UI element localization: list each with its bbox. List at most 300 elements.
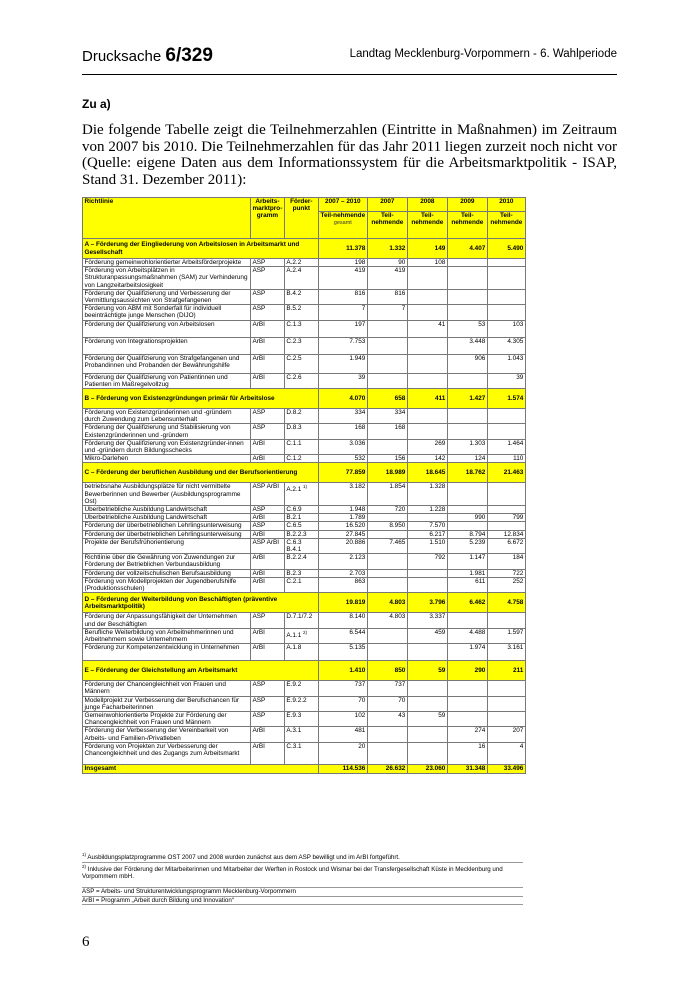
footnote-2-text: Inklusive der Förderung der Mitarbeiterinnen und Mitarbeiter der Werften in Rostock und Wismar bei der Transfergesellschaft Küste in Mecklenburg und Vorpommern mbH.: [82, 865, 503, 881]
programm-cell: ArBI: [251, 514, 285, 522]
value-2007: 1.332: [367, 239, 407, 259]
foerderpunkt-cell: [284, 628, 318, 643]
value-2008: 59: [407, 661, 447, 681]
table-row: [83, 305, 526, 320]
richtlinie-cell: Förderung der Qualifizierung von Existenzgründer-innen und -gründern durch Bildungsschecks: [83, 439, 251, 454]
value-2009: [447, 305, 487, 320]
value-2010: 1.574: [487, 389, 525, 409]
value-2010: 4.758: [487, 593, 525, 613]
value-2009: 8.794: [447, 530, 487, 538]
value-2009: [447, 696, 487, 711]
foerderpunkt-value: E.9.3: [286, 711, 302, 719]
value-2007-2010: 6.544: [318, 628, 367, 643]
value-2007: 43: [367, 711, 407, 726]
value-2007: 7: [367, 305, 407, 320]
table-row: [83, 267, 526, 290]
table-row: [83, 628, 526, 643]
richtlinie-cell: Förderung der Qualifizierung von Arbeitslosen: [83, 320, 251, 337]
value-2008: 7.570: [407, 522, 447, 530]
col-header-2007-2010: 2007 – 2010: [318, 198, 367, 212]
col-header-2010: 2010: [487, 198, 525, 212]
value-2007: [367, 742, 407, 764]
value-2010: [487, 305, 525, 320]
richtlinie-cell: Förderung von ABM mit Sonderfall für individuell beeinträchtigte junge Menschen (DIJO): [83, 305, 251, 320]
foerderpunkt-cell: [284, 409, 318, 424]
table-row: [83, 373, 526, 388]
value-2010: [487, 409, 525, 424]
richtlinie-cell: betriebsnahe Ausbildungsplätze für nicht vermittelte Bewerberinnen und Bewerber (Ausbildungsprogramme Ost): [83, 483, 251, 506]
foerderpunkt-cell: [284, 483, 318, 506]
foerderpunkt-value: B.2.2.3: [286, 530, 307, 538]
value-2007: 4.803: [367, 613, 407, 628]
value-2007-2010: 27.845: [318, 530, 367, 538]
value-2008: 41: [407, 320, 447, 337]
programm-cell: ArBI: [251, 569, 285, 577]
foerderpunkt-value: B.5.2: [286, 305, 302, 313]
foerderpunkt-cell: [284, 506, 318, 514]
programm-cell: ArBI: [251, 337, 285, 354]
value-2009: [447, 289, 487, 304]
programm-cell: ArBI: [251, 455, 285, 463]
value-2009: [447, 409, 487, 424]
programm-cell: ASP: [251, 696, 285, 711]
value-2007-2010: 2.703: [318, 569, 367, 577]
value-2008: [407, 681, 447, 696]
footnote-ref: 2): [303, 629, 308, 635]
table-header-row: [83, 198, 526, 212]
category-label: D – Förderung der Weiterbildung von Beschäftigten (präventive Arbeitsmarktpolitik): [83, 593, 319, 613]
foerderpunkt-value: C.2.5: [286, 354, 302, 362]
programm-cell: ArBI: [251, 373, 285, 388]
value-2007-2010: 532: [318, 455, 367, 463]
value-2007: 737: [367, 681, 407, 696]
programm-cell: ASP: [251, 409, 285, 424]
value-2009: 1.147: [447, 554, 487, 569]
foerderpunkt-cell: [284, 424, 318, 439]
value-2007-2010: 4.070: [318, 389, 367, 409]
value-2010: 184: [487, 554, 525, 569]
table-row: [83, 483, 526, 506]
value-2010: 3.161: [487, 644, 525, 661]
foerderpunkt-value: C.1.3: [286, 320, 302, 328]
legend-asp: ASP = Arbeits- und Strukturentwicklungsprogramm Mecklenburg-Vorpommern: [82, 888, 523, 897]
table-row: [83, 530, 526, 538]
value-2007-2010: 102: [318, 711, 367, 726]
value-2007: 90: [367, 259, 407, 267]
table-row: [83, 455, 526, 463]
subheader-teilnehmende: Teil-nehmende: [407, 211, 447, 238]
foerderpunkt-value: C.2.6: [286, 373, 302, 381]
value-2009: 611: [447, 577, 487, 592]
richtlinie-cell: Förderung von Modellprojekten der Jugendberufshilfe (Produktionsschulen): [83, 577, 251, 592]
legend-arbi: ArBI = Programm „Arbeit durch Bildung und Innovation“: [82, 897, 523, 906]
value-2008: 3.796: [407, 593, 447, 613]
value-2010: [487, 424, 525, 439]
value-2007-2010: 39: [318, 373, 367, 388]
value-2007-2010: 7: [318, 305, 367, 320]
value-2007-2010: 816: [318, 289, 367, 304]
value-2007: [367, 320, 407, 337]
value-2007: [367, 628, 407, 643]
value-2008: [407, 354, 447, 373]
programm-cell: ArBI: [251, 727, 285, 742]
foerderpunkt-cell: [284, 742, 318, 764]
value-2007: [367, 577, 407, 592]
programm-cell: ASP: [251, 711, 285, 726]
table-body: [83, 239, 526, 774]
value-2008: 142: [407, 455, 447, 463]
table-row: [83, 514, 526, 522]
value-2007-2010: 7.753: [318, 337, 367, 354]
value-2007-2010: 863: [318, 577, 367, 592]
value-2010: 1.043: [487, 354, 525, 373]
programm-cell: ASP: [251, 506, 285, 514]
parliament-name: Landtag Mecklenburg-Vorpommern - 6. Wahlperiode: [349, 48, 617, 60]
table-row: [83, 259, 526, 267]
value-2007-2010: 20: [318, 742, 367, 764]
richtlinie-cell: Förderung der Qualifizierung von Patientinnen und Patienten im Maßregelvollzug: [83, 373, 251, 388]
programm-cell: ASP: [251, 681, 285, 696]
value-2007: 26.632: [367, 764, 407, 773]
foerderpunkt-value: A.1.8: [286, 644, 302, 652]
foerderpunkt-cell: [284, 727, 318, 742]
subheader-teilnehmende-gesamt: [318, 211, 367, 238]
col-header-2007: 2007: [367, 198, 407, 212]
richtlinie-cell: Projekte der Berufsfrühorientierung: [83, 538, 251, 553]
value-2007-2010: 168: [318, 424, 367, 439]
value-2007: 168: [367, 424, 407, 439]
value-2010: [487, 696, 525, 711]
document-number: [82, 45, 213, 67]
value-2008: [407, 514, 447, 522]
value-2007: [367, 439, 407, 454]
foerderpunkt-value: C.1.2: [286, 455, 302, 463]
value-2010: [487, 483, 525, 506]
footnotes: [82, 851, 523, 905]
richtlinie-cell: Modellprojekt zur Verbesserung der Berufschancen für junge Facharbeiterinnen: [83, 696, 251, 711]
category-label: C – Förderung der beruflichen Ausbildung und der Berufsorientierung: [83, 463, 319, 483]
foerderpunkt-value: A.2.1: [286, 486, 302, 494]
value-2010: 207: [487, 727, 525, 742]
page-header: [82, 40, 617, 75]
table-row: [83, 424, 526, 439]
table-row: [83, 696, 526, 711]
footnote-1: [82, 851, 523, 863]
foerderpunkt-cell: [284, 439, 318, 454]
value-2010: 722: [487, 569, 525, 577]
value-2009: 4.407: [447, 239, 487, 259]
value-2009: [447, 483, 487, 506]
value-2007: [367, 373, 407, 388]
richtlinie-cell: Förderung der Qualifizierung und Verbesserung der Vermittlungsaussichten von Strafgefangenen: [83, 289, 251, 304]
value-2010: 110: [487, 455, 525, 463]
foerderpunkt-cell: [284, 259, 318, 267]
value-2007: 720: [367, 506, 407, 514]
value-2009: [447, 424, 487, 439]
value-2008: 149: [407, 239, 447, 259]
foerderpunkt-value: D.8.3: [286, 424, 302, 432]
foerderpunkt-value: A.3.1: [286, 727, 302, 735]
category-row: [83, 239, 526, 259]
foerderpunkt-value: C.2.1: [286, 577, 302, 585]
foerderpunkt-value: C.6.5: [286, 522, 302, 530]
programm-cell: ASP: [251, 305, 285, 320]
value-2008: [407, 644, 447, 661]
foerderpunkt-value: C.2.3: [286, 337, 302, 345]
value-2007: [367, 530, 407, 538]
col-header-2009: 2009: [447, 198, 487, 212]
richtlinie-cell: Gemeinwohlorientierte Projekte zur Förderung der Chancengleichheit von Frauen und Männern: [83, 711, 251, 726]
value-2009: [447, 267, 487, 290]
value-2009: 16: [447, 742, 487, 764]
programm-cell: ArBI: [251, 628, 285, 643]
table-row: [83, 439, 526, 454]
subheader-teilnehmende: Teil-nehmende: [447, 211, 487, 238]
category-row: [83, 593, 526, 613]
foerderpunkt-cell: [284, 354, 318, 373]
table-row: [83, 554, 526, 569]
table-row: [83, 354, 526, 373]
programm-cell: ArBI: [251, 577, 285, 592]
value-2010: [487, 522, 525, 530]
value-2010: [487, 711, 525, 726]
value-2010: 252: [487, 577, 525, 592]
value-2008: 411: [407, 389, 447, 409]
value-2008: [407, 696, 447, 711]
value-2007: 816: [367, 289, 407, 304]
intro-paragraph: Die folgende Tabelle zeigt die Teilnehmerzahlen (Eintritte in Maßnahmen) im Zeitraum von 2007 bis 2010. Die Teilnehmerzahlen für das Jahr 2011 liegen zurzeit noch nicht vor (Quelle: eigene Daten aus dem Informationssystem für die Arbeitsmarktpolitik - ISAP, Stand 31. Dezember 2011):: [82, 122, 617, 188]
value-2010: [487, 259, 525, 267]
programm-cell: ASP: [251, 289, 285, 304]
value-2007-2010: 77.859: [318, 463, 367, 483]
richtlinie-cell: Förderung von Existenzgründerinnen und -gründern durch Zuwendung zum Lebensunterhalt: [83, 409, 251, 424]
richtlinie-cell: Überbetriebliche Ausbildung Landwirtschaft: [83, 514, 251, 522]
value-2007-2010: 3.182: [318, 483, 367, 506]
category-label: E – Förderung der Gleichstellung am Arbeitsmarkt: [83, 661, 319, 681]
value-2010: 211: [487, 661, 525, 681]
value-2007-2010: 1.948: [318, 506, 367, 514]
value-2010: 5.490: [487, 239, 525, 259]
value-2008: 1.328: [407, 483, 447, 506]
table-row: [83, 727, 526, 742]
value-2007: 658: [367, 389, 407, 409]
value-2007: [367, 569, 407, 577]
programm-cell: ArBI: [251, 554, 285, 569]
foerderpunkt-cell: [284, 267, 318, 290]
category-row: [83, 661, 526, 681]
value-2007: 18.989: [367, 463, 407, 483]
value-2008: [407, 289, 447, 304]
value-2007-2010: 114.536: [318, 764, 367, 773]
value-2010: 4.305: [487, 337, 525, 354]
richtlinie-cell: Förderung von Arbeitsplätzen in Strukturanpassungsmaßnahmen (SAM) zur Verhinderung von Langzeitarbeitslosigkeit: [83, 267, 251, 290]
value-2010: 39: [487, 373, 525, 388]
value-2010: 33.496: [487, 764, 525, 773]
value-2009: 5.239: [447, 538, 487, 553]
value-2008: 6.217: [407, 530, 447, 538]
foerderpunkt-cell: [284, 289, 318, 304]
value-2010: 1.597: [487, 628, 525, 643]
value-2008: 3.337: [407, 613, 447, 628]
value-2007: [367, 514, 407, 522]
foerderpunkt-value: B.4.2: [286, 289, 302, 297]
foerderpunkt-cell: [284, 538, 318, 553]
foerderpunkt-value: B.2.3: [286, 569, 302, 577]
value-2009: [447, 373, 487, 388]
subheader-gesamt: gesamt: [333, 219, 352, 226]
value-2007: [367, 337, 407, 354]
richtlinie-cell: Überbetriebliche Ausbildung Landwirtschaft: [83, 506, 251, 514]
value-2009: [447, 681, 487, 696]
foerderpunkt-value: D.8.2: [286, 409, 302, 417]
programm-cell: ASP ArBI: [251, 483, 285, 506]
richtlinie-cell: Förderung der Anpassungsfähigkeit der Unternehmen und der Beschäftigten: [83, 613, 251, 628]
programm-cell: ASP: [251, 522, 285, 530]
value-2007: 850: [367, 661, 407, 681]
programm-cell: ASP: [251, 613, 285, 628]
value-2009: 1.427: [447, 389, 487, 409]
value-2007-2010: 198: [318, 259, 367, 267]
table-row: [83, 506, 526, 514]
foerderpunkt-cell: [284, 514, 318, 522]
value-2008: 459: [407, 628, 447, 643]
category-label: A – Förderung der Eingliederung von Arbeitslosen in Arbeitsmarkt und Gesellschaft: [83, 239, 319, 259]
foerderpunkt-cell: [284, 305, 318, 320]
programm-cell: ArBI: [251, 530, 285, 538]
value-2010: 21.463: [487, 463, 525, 483]
value-2009: 1.303: [447, 439, 487, 454]
foerderpunkt-cell: [284, 337, 318, 354]
category-label: B – Förderung von Existenzgründungen primär für Arbeitslose: [83, 389, 319, 409]
value-2009: 4.488: [447, 628, 487, 643]
value-2009: [447, 613, 487, 628]
value-2007: [367, 644, 407, 661]
value-2007-2010: 1.789: [318, 514, 367, 522]
page-number: 6: [82, 934, 90, 950]
foerderpunkt-value: C.6.9: [286, 506, 302, 514]
table-row: [83, 644, 526, 661]
value-2008: [407, 569, 447, 577]
value-2009: 290: [447, 661, 487, 681]
foerderpunkt-value: E.9.2: [286, 681, 302, 689]
footnote-1-text: Ausbildungsplatzprogramme OST 2007 und 2008 wurden zunächst aus dem ASP bewilligt und im ArBI fortgeführt.: [87, 854, 400, 862]
table-row: [83, 538, 526, 553]
value-2008: [407, 424, 447, 439]
richtlinie-cell: Förderung der Chancengleichheit von Frauen und Männern: [83, 681, 251, 696]
value-2008: 23.060: [407, 764, 447, 773]
category-row: [83, 463, 526, 483]
richtlinie-cell: Förderung der Qualifizierung von Strafgefangenen und Probandinnen und Probanden der Bewährungshilfe: [83, 354, 251, 373]
value-2008: [407, 727, 447, 742]
value-2007-2010: 1.949: [318, 354, 367, 373]
value-2007: [367, 354, 407, 373]
table-row: [83, 577, 526, 592]
table-row: [83, 569, 526, 577]
richtlinie-cell: Förderung der Verbesserung der Vereinbarkeit von Arbeits- und Familien-/Privatleben: [83, 727, 251, 742]
richtlinie-cell: Förderung der überbetrieblichen Lehrlingsunterweisung: [83, 522, 251, 530]
value-2008: [407, 305, 447, 320]
richtlinie-cell: Förderung zur Kompetenzentwicklung in Unternehmen: [83, 644, 251, 661]
value-2010: 12.834: [487, 530, 525, 538]
subheader-teilnehmende: Teil-nehmende: [367, 211, 407, 238]
value-2008: 1.228: [407, 506, 447, 514]
value-2007: 1.854: [367, 483, 407, 506]
programm-cell: ASP: [251, 267, 285, 290]
value-2008: [407, 742, 447, 764]
value-2008: [407, 267, 447, 290]
subheader-teilnehmende: Teil-nehmende: [320, 211, 366, 219]
foerderpunkt-cell: [284, 644, 318, 661]
subheader-teilnehmende: Teil-nehmende: [487, 211, 525, 238]
value-2009: 6.462: [447, 593, 487, 613]
value-2007: 334: [367, 409, 407, 424]
table-row: [83, 337, 526, 354]
foerderpunkt-value: C.1.1: [286, 439, 302, 447]
value-2007-2010: 197: [318, 320, 367, 337]
value-2009: 274: [447, 727, 487, 742]
value-2007-2010: 2.123: [318, 554, 367, 569]
value-2007: 70: [367, 696, 407, 711]
table-row: [83, 289, 526, 304]
foerderpunkt-cell: [284, 681, 318, 696]
foerderpunkt-cell: [284, 455, 318, 463]
doc-number: 6/329: [165, 45, 213, 66]
table-row: [83, 522, 526, 530]
foerderpunkt-value: C.3.1: [286, 742, 302, 750]
programm-cell: ASP: [251, 259, 285, 267]
col-header-richtlinie: Richtlinie: [83, 198, 251, 239]
foerderpunkt-value: D.7.1/7.2: [286, 613, 313, 621]
richtlinie-cell: Berufliche Weiterbildung von Arbeitnehmerinnen und Arbeitnehmern sowie Unternehmern: [83, 628, 251, 643]
value-2007: 419: [367, 267, 407, 290]
richtlinie-cell: Förderung von Projekten zur Verbesserung der Chancengleichheit und des Zugangs zum Arbeitsmarkt: [83, 742, 251, 764]
footnote-ref: 1): [303, 484, 308, 490]
foerderpunkt-value: C.6.3 B.4.1: [286, 538, 302, 554]
value-2010: 103: [487, 320, 525, 337]
value-2009: 990: [447, 514, 487, 522]
col-header-programm: Arbeits-marktpro-gramm: [251, 198, 285, 239]
footnote-2-mark: 2): [82, 863, 87, 869]
value-2008: 792: [407, 554, 447, 569]
value-2007-2010: 3.036: [318, 439, 367, 454]
table-row: [83, 409, 526, 424]
programm-cell: ASP: [251, 424, 285, 439]
foerderpunkt-cell: [284, 711, 318, 726]
programm-cell: ArBI: [251, 354, 285, 373]
programm-cell: ArBI: [251, 320, 285, 337]
value-2009: 3.448: [447, 337, 487, 354]
value-2008: 1.510: [407, 538, 447, 553]
value-2007: 156: [367, 455, 407, 463]
programm-cell: ASP ArBI: [251, 538, 285, 553]
foerderpunkt-cell: [284, 577, 318, 592]
value-2007-2010: 334: [318, 409, 367, 424]
value-2007-2010: 11.378: [318, 239, 367, 259]
foerderpunkt-value: A.2.2: [286, 259, 302, 266]
foerderpunkt-value: E.9.2.2: [286, 696, 307, 704]
value-2007-2010: 481: [318, 727, 367, 742]
value-2009: 53: [447, 320, 487, 337]
footnote-2: [82, 863, 523, 888]
foerderpunkt-cell: [284, 530, 318, 538]
doc-prefix: Drucksache: [82, 48, 162, 65]
value-2007-2010: 20.886: [318, 538, 367, 553]
foerderpunkt-value: B.2.1: [286, 514, 302, 522]
table-row: [83, 711, 526, 726]
foerderpunkt-cell: [284, 696, 318, 711]
value-2008: 59: [407, 711, 447, 726]
participants-table: [82, 197, 526, 774]
